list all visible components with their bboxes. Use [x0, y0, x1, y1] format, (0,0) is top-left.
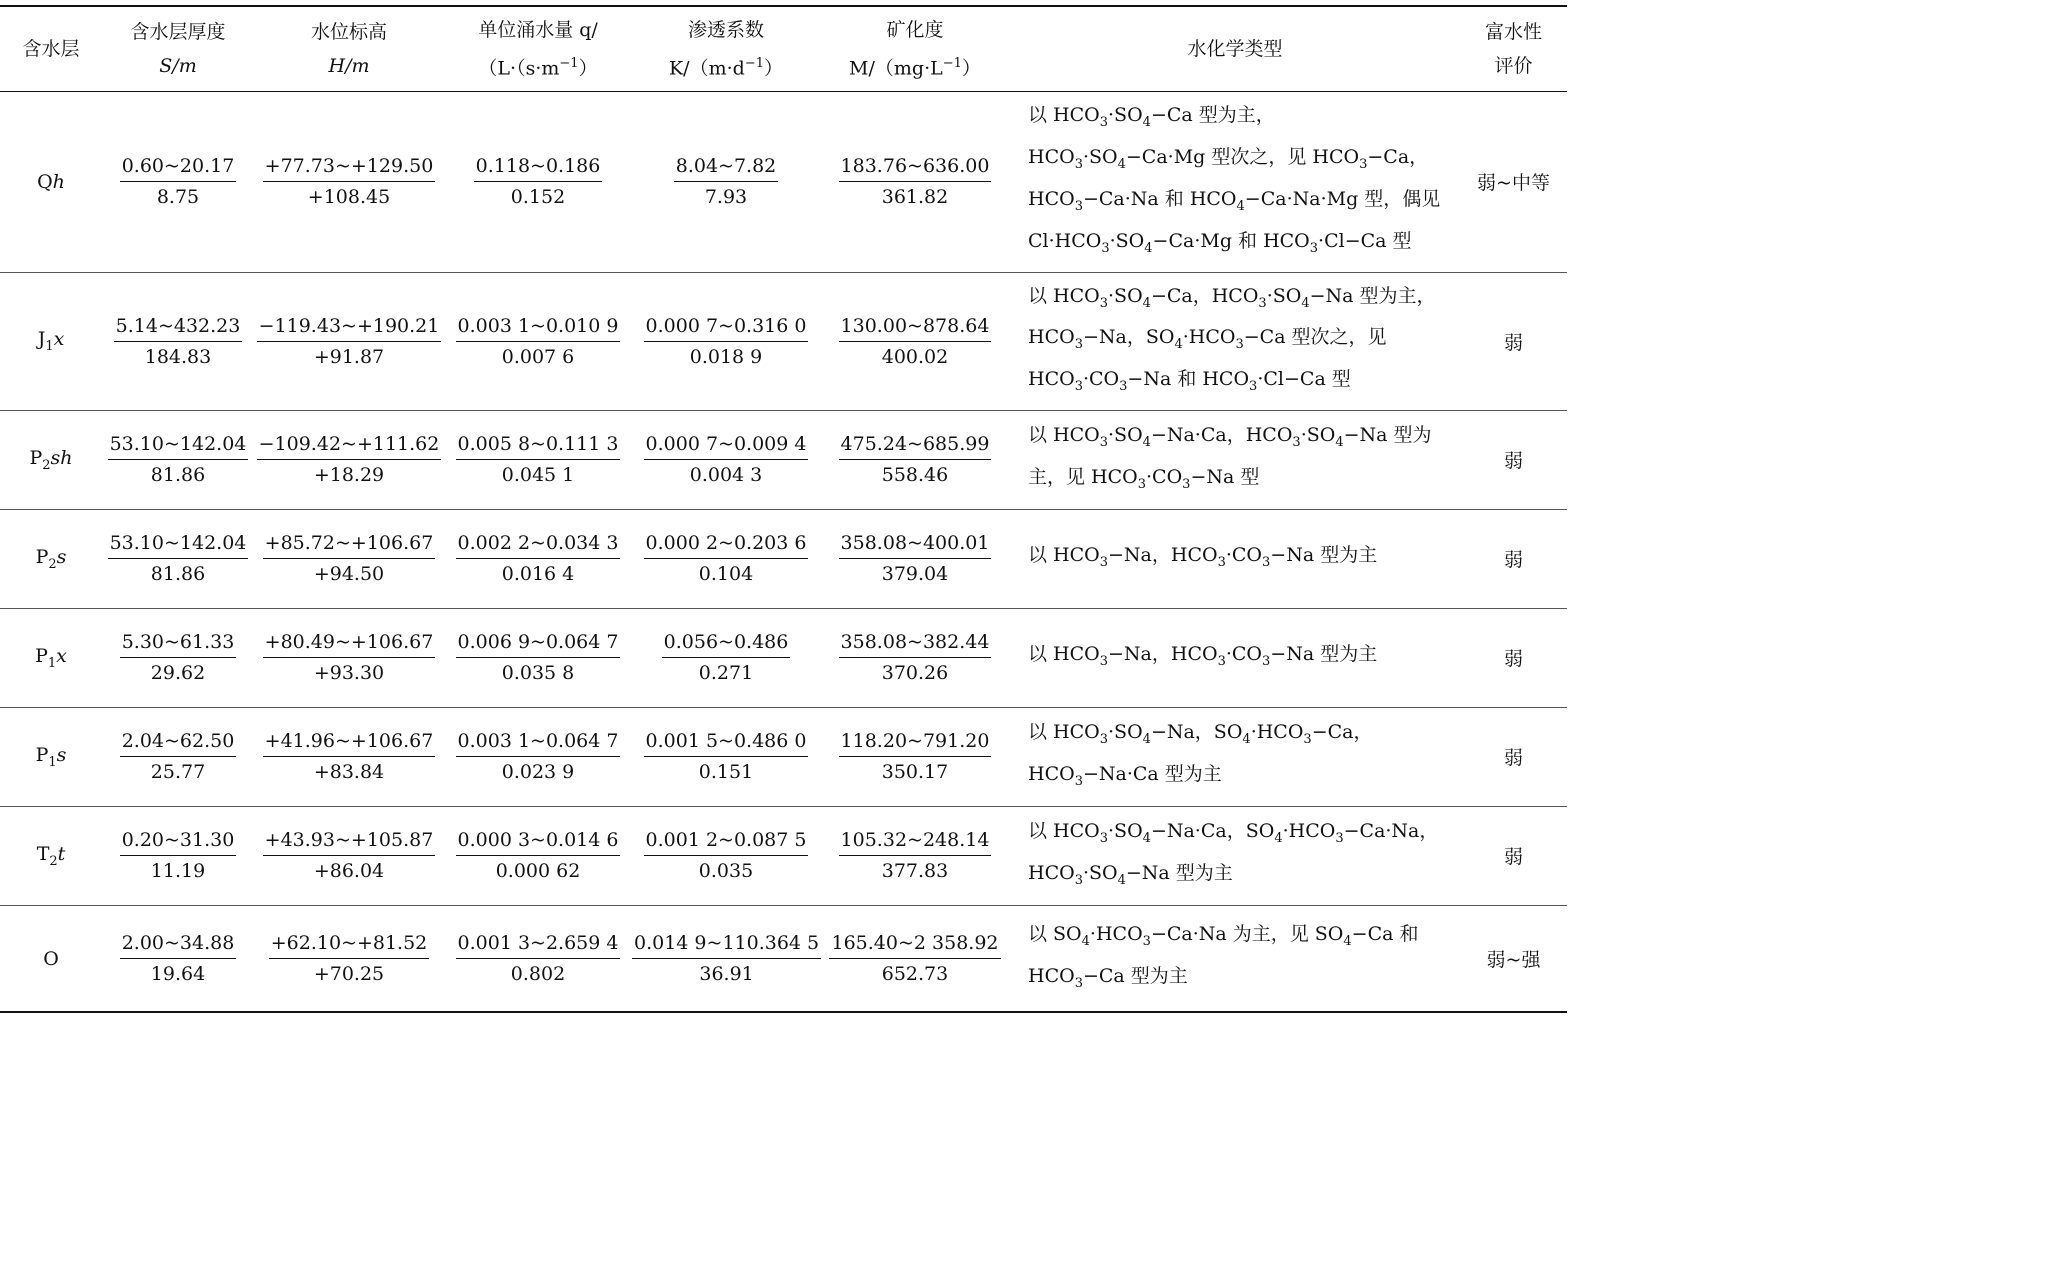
thickness-fraction	[120, 729, 237, 784]
rating-cell: 弱	[1503, 846, 1523, 869]
mineralization-fraction	[829, 931, 1000, 986]
range-value: 0.118~0.186	[474, 154, 603, 182]
layer-code: $P_1x$	[35, 645, 67, 671]
mean-value: 0.016 4	[501, 563, 575, 586]
table-row	[0, 806, 1567, 905]
header-line: 富水性	[1484, 21, 1542, 44]
mean-value: +83.84	[313, 761, 385, 784]
range-value: 105.32~248.14	[839, 828, 992, 856]
unit-inflow-cell	[444, 92, 632, 272]
mean-value: 0.104	[698, 563, 754, 586]
range-value: 183.76~636.00	[839, 154, 992, 182]
mean-value: +94.50	[313, 563, 385, 586]
unit-inflow-fraction	[456, 531, 621, 586]
mean-value: 0.023 9	[501, 761, 575, 784]
level-cell	[254, 608, 444, 707]
mineralization-cell	[820, 905, 1010, 1012]
range-value: 358.08~382.44	[839, 630, 992, 658]
range-value: 8.04~7.82	[674, 154, 779, 182]
thickness-fraction	[120, 931, 237, 986]
rating-cell: 弱	[1503, 648, 1523, 671]
layer-code: $J_1x$	[37, 328, 65, 355]
header-line: 含水层厚度	[130, 21, 226, 44]
header-thickness	[102, 6, 254, 92]
range-value: 0.056~0.486	[662, 630, 791, 658]
mean-value: 379.04	[881, 563, 949, 586]
header-row	[0, 6, 1567, 92]
permeability-fraction	[644, 531, 809, 586]
mean-value: 7.93	[704, 186, 748, 209]
unit-inflow-cell	[444, 608, 632, 707]
permeability-cell	[632, 608, 820, 707]
hydrochem-cell: 以 $HCO_3-Na$，$HCO_3\cdot CO_3-Na$ 型为主	[1028, 643, 1378, 669]
hydrochem-cell: 以 $HCO_3\cdot SO_4-Na$，$SO_4\cdot HCO_3-Ca$，$HCO_3-Na\cdot Ca$ 型为主	[1028, 721, 1373, 789]
range-value: 5.14~432.23	[114, 314, 243, 342]
unit-inflow-fraction	[456, 432, 621, 487]
range-value: 0.000 3~0.014 6	[456, 828, 621, 856]
range-value: 53.10~142.04	[108, 432, 249, 460]
mean-value: 0.004 3	[689, 464, 763, 487]
header-line: $M/(mg\cdot L^{-1})$	[849, 56, 981, 80]
header-line: 评价	[1494, 55, 1533, 78]
level-cell	[254, 509, 444, 608]
layer-cell	[0, 608, 102, 707]
range-value: +80.49~+106.67	[263, 630, 436, 658]
permeability-fraction	[644, 432, 809, 487]
range-value: +77.73~+129.50	[263, 154, 436, 182]
hydrochem-cell: 以 $SO_4\cdot HCO_3-Ca\cdot Na$ 为主，见 $SO_4-Ca$ 和 $HCO_3-Ca$ 型为主	[1028, 922, 1419, 991]
mean-value: +93.30	[313, 662, 385, 685]
table-body	[0, 92, 1567, 1013]
range-value: −119.43~+190.21	[257, 314, 442, 342]
hydrochem-cell: 以 $HCO_3-Na$，$HCO_3\cdot CO_3-Na$ 型为主	[1028, 544, 1378, 570]
level-fraction	[257, 432, 442, 487]
mean-value: 0.045 1	[501, 464, 575, 487]
layer-code: $T_2t$	[36, 843, 66, 869]
permeability-cell	[632, 509, 820, 608]
permeability-fraction	[674, 154, 779, 209]
mean-value: 0.000 62	[495, 860, 581, 883]
rating-cell: 弱	[1503, 450, 1523, 473]
unit-inflow-fraction	[456, 828, 621, 883]
mean-value: 25.77	[150, 761, 206, 784]
header-line: （$L\cdot(s\cdot m^{-1})$	[478, 56, 598, 80]
mean-value: 0.035 8	[501, 662, 575, 685]
rating-cell: 弱	[1503, 747, 1523, 770]
header-layer	[0, 6, 102, 92]
header-rating	[1460, 6, 1567, 92]
mean-value: 11.19	[150, 860, 206, 883]
range-value: 118.20~791.20	[839, 729, 992, 757]
level-fraction	[263, 828, 436, 883]
range-value: 165.40~2 358.92	[829, 931, 1000, 959]
permeability-cell	[632, 92, 820, 272]
mean-value: 350.17	[881, 761, 949, 784]
thickness-cell	[102, 272, 254, 410]
mean-value: 0.152	[510, 186, 566, 209]
unit-inflow-cell	[444, 806, 632, 905]
mineralization-fraction	[839, 531, 992, 586]
range-value: 0.60~20.17	[120, 154, 237, 182]
header-line: 渗透系数	[687, 19, 764, 41]
table-row	[0, 509, 1567, 608]
thickness-cell	[102, 707, 254, 806]
mean-value: 400.02	[881, 345, 949, 368]
range-value: 0.003 1~0.064 7	[456, 729, 621, 757]
header-line: 含水层	[22, 38, 80, 61]
hydrochem-cell: 以 $HCO_3\cdot SO_4-Na\cdot Ca$，$HCO_3\cdot SO_4-Na$ 型为主，见 $HCO_3\cdot CO_3-Na$ 型	[1028, 424, 1432, 492]
permeability-fraction	[662, 630, 791, 685]
table-row	[0, 707, 1567, 806]
permeability-fraction	[644, 828, 809, 883]
unit-inflow-cell	[444, 905, 632, 1012]
range-value: 2.00~34.88	[120, 931, 237, 959]
rating-cell: 弱~强	[1486, 949, 1541, 972]
mineralization-cell	[820, 410, 1010, 509]
rating-cell: 弱	[1503, 549, 1523, 572]
thickness-cell	[102, 92, 254, 272]
mean-value: 29.62	[150, 662, 206, 685]
mean-value: 558.46	[881, 464, 949, 487]
layer-cell	[0, 806, 102, 905]
layer-code: $P_1s$	[35, 744, 67, 770]
mean-value: +18.29	[313, 464, 385, 487]
range-value: 0.002 2~0.034 3	[456, 531, 621, 559]
mean-value: 0.018 9	[689, 345, 763, 368]
range-value: 0.003 1~0.010 9	[456, 314, 621, 342]
unit-inflow-fraction	[456, 931, 621, 986]
hydrochem-cell: 以 $HCO_3\cdot SO_4-Ca$，$HCO_3\cdot SO_4-Na$ 型为主，$HCO_3-Na$，$SO_4\cdot HCO_3-Ca$ 型次之，见 $HCO_3\cdot CO_3-Na$ 和 $HCO_3\cdot Cl-Ca$ 型	[1028, 284, 1436, 394]
unit-inflow-cell	[444, 272, 632, 410]
range-value: +62.10~+81.52	[269, 931, 430, 959]
mean-value: +86.04	[313, 860, 385, 883]
unit-inflow-cell	[444, 707, 632, 806]
level-cell	[254, 92, 444, 272]
thickness-cell	[102, 806, 254, 905]
mineralization-cell	[820, 806, 1010, 905]
unit-inflow-cell	[444, 410, 632, 509]
mineralization-fraction	[839, 729, 992, 784]
layer-cell	[0, 905, 102, 1012]
thickness-cell	[102, 608, 254, 707]
range-value: 53.10~142.04	[108, 531, 249, 559]
header-line: H/m	[328, 55, 370, 78]
range-value: 0.000 2~0.203 6	[644, 531, 809, 559]
level-cell	[254, 272, 444, 410]
thickness-fraction	[120, 828, 237, 883]
unit-inflow-cell	[444, 509, 632, 608]
mean-value: 652.73	[881, 963, 949, 986]
mean-value: 81.86	[150, 464, 206, 487]
level-cell	[254, 806, 444, 905]
table-row	[0, 410, 1567, 509]
range-value: 0.014 9~110.364 5	[632, 931, 821, 959]
unit-inflow-fraction	[456, 630, 621, 685]
permeability-fraction	[644, 729, 809, 784]
mean-value: 0.035	[698, 860, 754, 883]
header-permeability	[632, 6, 820, 92]
range-value: 358.08~400.01	[839, 531, 992, 559]
level-cell	[254, 410, 444, 509]
layer-cell	[0, 410, 102, 509]
layer-code: Qh	[37, 170, 65, 193]
thickness-fraction	[120, 630, 237, 685]
layer-cell	[0, 707, 102, 806]
range-value: 0.20~31.30	[120, 828, 237, 856]
layer-cell	[0, 272, 102, 410]
mineralization-fraction	[839, 630, 992, 685]
thickness-cell	[102, 509, 254, 608]
unit-inflow-fraction	[456, 314, 621, 369]
mineralization-cell	[820, 509, 1010, 608]
mineralization-fraction	[839, 828, 992, 883]
unit-inflow-fraction	[474, 154, 603, 209]
thickness-cell	[102, 905, 254, 1012]
permeability-cell	[632, 410, 820, 509]
permeability-cell	[632, 806, 820, 905]
mean-value: 19.64	[150, 963, 206, 986]
mineralization-cell	[820, 608, 1010, 707]
mean-value: 370.26	[881, 662, 949, 685]
range-value: 2.04~62.50	[120, 729, 237, 757]
thickness-fraction	[114, 314, 243, 369]
thickness-fraction	[108, 531, 249, 586]
mineralization-cell	[820, 92, 1010, 272]
thickness-cell	[102, 410, 254, 509]
level-fraction	[257, 314, 442, 369]
mineralization-fraction	[839, 154, 992, 209]
mean-value: +108.45	[307, 186, 391, 209]
range-value: +43.93~+105.87	[263, 828, 436, 856]
mineralization-fraction	[839, 314, 992, 369]
mean-value: 0.151	[698, 761, 754, 784]
table-row	[0, 608, 1567, 707]
layer-code: $P_2sh$	[29, 447, 73, 473]
header-level	[254, 6, 444, 92]
hydrochem-cell: 以 $HCO_3\cdot SO_4-Na\cdot Ca$，$SO_4\cdot HCO_3-Ca\cdot Na$，$HCO_3\cdot SO_4-Na$ 型为主	[1028, 820, 1439, 888]
mean-value: 8.75	[156, 186, 200, 209]
mean-value: 361.82	[881, 186, 949, 209]
mean-value: 0.271	[698, 662, 754, 685]
mean-value: 0.802	[510, 963, 566, 986]
range-value: +85.72~+106.67	[263, 531, 436, 559]
level-fraction	[263, 531, 436, 586]
level-fraction	[263, 630, 436, 685]
thickness-fraction	[108, 432, 249, 487]
header-unit-inflow	[444, 6, 632, 92]
permeability-cell	[632, 905, 820, 1012]
mean-value: 81.86	[150, 563, 206, 586]
range-value: −109.42~+111.62	[257, 432, 442, 460]
permeability-fraction	[644, 314, 809, 369]
range-value: 0.006 9~0.064 7	[456, 630, 621, 658]
permeability-cell	[632, 707, 820, 806]
hydrochem-cell: 以 $HCO_3\cdot SO_4-Ca$ 型为主，$HCO_3\cdot SO_4-Ca\cdot Mg$ 型次之，见 $HCO_3-Ca$，$HCO_3-Ca\cdot Na$ 和 $HCO_4-Ca\cdot Na\cdot Mg$ 型，偶见 $Cl\cdot HCO_3\cdot SO_4-Ca\cdot Mg$ 和 $HCO_3\cdot Cl-Ca$ 型	[1028, 104, 1441, 256]
rating-cell: 弱~中等	[1477, 172, 1550, 195]
permeability-cell	[632, 272, 820, 410]
range-value: 5.30~61.33	[120, 630, 237, 658]
table-row	[0, 92, 1567, 272]
header-hydrochem	[1010, 6, 1460, 92]
aquifer-table	[0, 5, 1567, 1013]
header-line: 单位涌水量 q/	[478, 19, 598, 41]
range-value: 0.005 8~0.111 3	[456, 432, 621, 460]
mineralization-cell	[820, 272, 1010, 410]
table-row	[0, 272, 1567, 410]
header-line: $K/(m\cdot d^{-1})$	[668, 56, 783, 80]
level-fraction	[263, 729, 436, 784]
mineralization-cell	[820, 707, 1010, 806]
level-cell	[254, 905, 444, 1012]
range-value: 0.001 5~0.486 0	[644, 729, 809, 757]
table-row	[0, 905, 1567, 1012]
range-value: 0.000 7~0.316 0	[644, 314, 809, 342]
mean-value: 184.83	[144, 345, 212, 368]
mean-value: 36.91	[699, 963, 754, 986]
range-value: 0.001 2~0.087 5	[644, 828, 809, 856]
header-line: 水化学类型	[1187, 38, 1283, 61]
table-header	[0, 6, 1567, 92]
header-mineralization	[820, 6, 1010, 92]
level-fraction	[263, 154, 436, 209]
header-line: S/m	[159, 55, 197, 78]
permeability-fraction	[632, 931, 821, 986]
range-value: +41.96~+106.67	[263, 729, 436, 757]
header-line: 水位标高	[310, 21, 387, 44]
header-line: 矿化度	[886, 19, 944, 41]
thickness-fraction	[120, 154, 237, 209]
range-value: 130.00~878.64	[839, 314, 992, 342]
mineralization-fraction	[839, 432, 992, 487]
level-fraction	[269, 931, 430, 986]
mean-value: +70.25	[313, 963, 385, 986]
layer-cell	[0, 92, 102, 272]
unit-inflow-fraction	[456, 729, 621, 784]
mean-value: 377.83	[881, 860, 949, 883]
range-value: 0.000 7~0.009 4	[644, 432, 809, 460]
range-value: 0.001 3~2.659 4	[456, 931, 621, 959]
layer-cell	[0, 509, 102, 608]
rating-cell: 弱	[1503, 331, 1523, 354]
level-cell	[254, 707, 444, 806]
range-value: 475.24~685.99	[839, 432, 992, 460]
layer-code: $P_2s$	[35, 546, 67, 572]
layer-code: O	[43, 947, 59, 970]
mean-value: 0.007 6	[501, 345, 575, 368]
mean-value: +91.87	[313, 345, 385, 368]
